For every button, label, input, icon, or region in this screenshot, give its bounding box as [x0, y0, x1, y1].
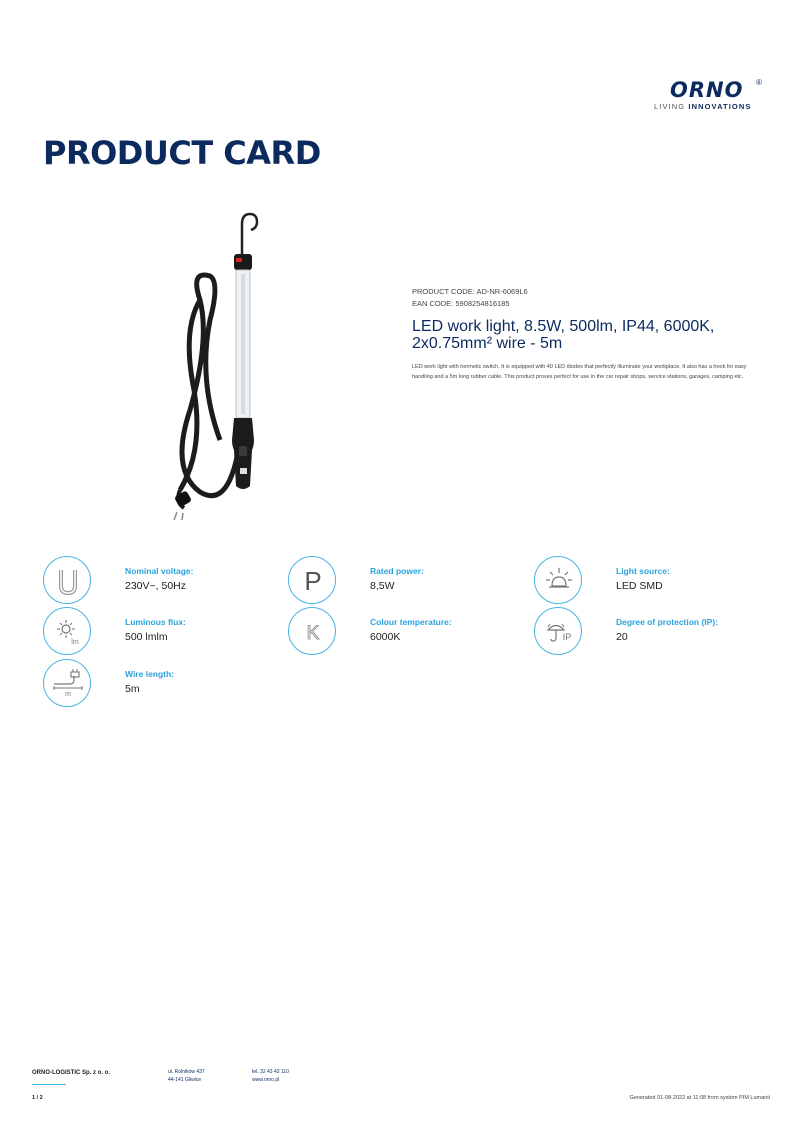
spec-value: 8,5W: [370, 580, 395, 592]
voltage-u-icon: [43, 556, 91, 604]
product-image: [160, 210, 300, 520]
spec-label: Light source:: [616, 566, 670, 576]
power-p-icon: [288, 556, 336, 604]
product-name-line-2: 2x0.75mm² wire - 5m: [412, 335, 563, 352]
spec-label: Degree of protection (IP):: [616, 617, 719, 627]
wire-length-icon: [43, 659, 91, 707]
ean-code: EAN CODE: 5908254816185: [412, 299, 510, 308]
spec-luminous-flux: [43, 607, 283, 655]
product-name-line-1: LED work light, 8.5W, 500lm, IP44, 6000K,: [412, 318, 715, 335]
spec-degree-of-protection: [534, 607, 774, 655]
product-description: LED work light with hermetic switch. It is equipped with 40 LED diodes that perfectly illuminate your workplace. It also has a hook for easy handling and a 5m long rubber cable. This product proves perfect for use in the car repair shops, service stations, garages, camping etc.: [412, 364, 747, 380]
footer-address: [168, 1069, 205, 1084]
spec-light-source: [534, 556, 774, 604]
spec-value: 5m: [125, 683, 140, 695]
page-title: PRODUCT CARD: [43, 134, 321, 172]
logo-wordmark: ORNO: [670, 78, 744, 102]
footer-address-line-2: 44-141 Gliwice: [168, 1076, 202, 1083]
power-glyph: P: [304, 566, 322, 596]
luminous-flux-icon: [43, 607, 91, 655]
spec-value: LED SMD: [616, 580, 663, 592]
footer-website-link[interactable]: www.orno.pl: [252, 1076, 280, 1083]
temperature-glyph: K: [306, 623, 320, 644]
logo-registered-mark: ®: [756, 78, 762, 87]
product-code: PRODUCT CODE: AD-NR-6069L6: [412, 287, 528, 296]
spec-value: 6000K: [370, 631, 401, 643]
footer-phone: tel. 32 43 43 110: [252, 1069, 289, 1075]
spec-label: Luminous flux:: [125, 617, 186, 627]
ip-unit-glyph: IP: [562, 632, 572, 642]
generated-note: Generated 01-08-2022 at 11:08 from system PIM Lumanti: [629, 1095, 770, 1101]
spec-value: 500 lmlm: [125, 631, 168, 643]
spec-value: 20: [616, 631, 628, 643]
footer-divider: [32, 1084, 66, 1085]
lumen-unit-glyph: lm: [71, 639, 79, 646]
spec-rated-power: [288, 556, 528, 604]
page-number: 1 / 2: [32, 1095, 43, 1101]
light-source-icon: [534, 556, 582, 604]
logo-tagline-light: LIVING: [654, 102, 686, 111]
spec-label: Colour temperature:: [370, 617, 452, 627]
brand-logo: [652, 78, 774, 114]
logo-tagline: [654, 102, 751, 111]
spec-label: Nominal voltage:: [125, 566, 194, 576]
spec-label: Wire length:: [125, 669, 175, 679]
colour-temperature-k-icon: [288, 607, 336, 655]
spec-label: Rated power:: [370, 566, 424, 576]
footer-company: ORNO-LOGISTIC Sp. z o. o.: [32, 1070, 110, 1076]
product-info: [412, 286, 757, 382]
spec-value: 230V~, 50Hz: [125, 580, 187, 592]
meter-unit-glyph: m: [65, 691, 71, 698]
spec-nominal-voltage: [43, 556, 283, 604]
logo-tagline-bold: INNOVATIONS: [688, 102, 752, 111]
footer-contact: [252, 1069, 289, 1084]
product-name: [412, 318, 757, 352]
ip-protection-icon: [534, 607, 582, 655]
spec-colour-temperature: [288, 607, 528, 655]
spec-wire-length: [43, 659, 283, 707]
footer-address-line-1: ul. Rolników 437: [168, 1069, 205, 1075]
